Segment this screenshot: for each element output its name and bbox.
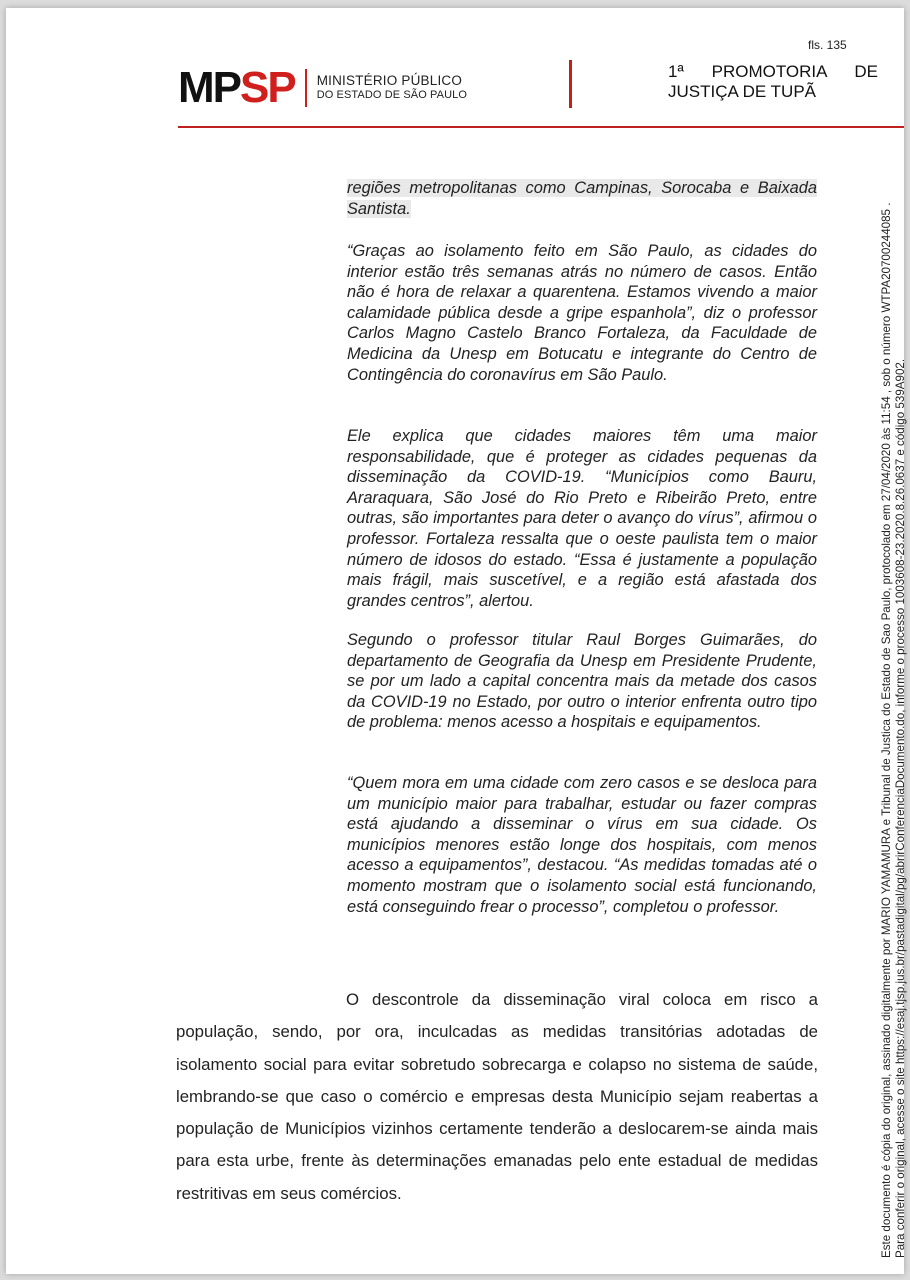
- logo-line-2: DO ESTADO DE SÃO PAULO: [316, 89, 468, 101]
- logo-sp: SP: [240, 63, 295, 112]
- promotoria-title: [668, 62, 878, 102]
- body-paragraph: O descontrole da disseminação viral coloca em risco a população, sendo, por ora, inculcadas as medidas transitórias adotadas de isolamento social para evitar sobretudo sobrecarga e colapso no sistema de saúde, lembrando-se que caso o comércio e empresas desta Município sejam reabertas a população de Municípios vizinhos certamente tenderão a deslocarem-se ainda mais para esta urbe, frente às determinações emanadas pelo ente estadual de medidas restritivas em seus comércios.: [176, 990, 818, 1203]
- logo-mp: MP: [178, 63, 240, 112]
- logo-line-1: MINISTÉRIO PÚBLICO: [316, 73, 463, 88]
- quote-paragraph-5: “Quem mora em uma cidade com zero casos e se desloca para um município maior para trabalhar, estudar ou fazer compras está ajudando a disseminar o vírus em sua cidade. Os municípios menores estão longe dos hospitais, com menos acesso a equipamentos”, destacou. “As medidas tomadas até o momento mostram que o isolamento social está funcionando, está conseguindo frear o processo”, completou o professor.: [347, 774, 817, 916]
- page-number: fls. 135: [808, 38, 847, 52]
- signature-line-1: Este documento é cópia do original, assinado digitalmente por MARIO YAMAMURA e Tribunal de Justica do Estado de Sao Paulo, protocolado em 27/04/2020 às 11:54 , sob o número WTPA20700244085 .: [880, 202, 893, 1258]
- quote-paragraph-4: Segundo o professor titular Raul Borges Guimarães, do departamento de Geografia da Unesp em Presidente Prudente, se por um lado a capital concentra mais da metade dos casos da COVID-19 no Estado, por outro o interior enfrenta outro tipo de problema: menos acesso a hospitais e equipamentos.: [347, 631, 817, 732]
- promotoria-line-2: JUSTIÇA DE TUPÃ: [668, 82, 816, 101]
- logo-text: [317, 74, 467, 102]
- quote-paragraph-3: Ele explica que cidades maiores têm uma maior responsabilidade, que é proteger as cidades pequenas da disseminação da COVID-19. “Municípios como Bauru, Araraquara, São José do Rio Preto e Ribeirão Preto, entre outras, são importantes para deter o avanço do vírus”, afirmou o professor. Fortaleza ressalta que o oeste paulista tem o maior número de idosos do estado. “Essa é justamente a população mais frágil, mais suscetível, e a região está afastada dos grandes centros”, alertou.: [347, 427, 817, 610]
- quote-paragraph-1: [347, 178, 817, 219]
- header-rule: [178, 126, 904, 128]
- quote-text-1: regiões metropolitanas como Campinas, Sorocaba e Baixada Santista.: [347, 179, 817, 218]
- signature-line-2: Para conferir o original, acesse o site https://esaj.tjsp.jus.br/pastadigital/pg/abrirConferenciaDocumento.do, informe o processo 1003608-23.2020.8.26.0637 e código 539A902.: [894, 358, 907, 1258]
- logo-divider: [305, 69, 307, 107]
- digital-signature-note: [880, 18, 908, 1258]
- header-divider: [569, 60, 572, 108]
- promotoria-line-1: 1ª PROMOTORIA DE: [668, 62, 878, 81]
- document-page: [6, 8, 904, 1274]
- quote-paragraph-2: “Graças ao isolamento feito em São Paulo, as cidades do interior estão três semanas atrás no número de casos. Então não é hora de relaxar a quarentena. Estamos vivendo a maior calamidade pública desde a gripe espanhola”, diz o professor Carlos Magno Castelo Branco Fortaleza, da Faculdade de Medicina da Unesp em Botucatu e integrante do Centro de Contingência do coronavírus em São Paulo.: [347, 242, 817, 384]
- mpsp-logo: [178, 63, 468, 112]
